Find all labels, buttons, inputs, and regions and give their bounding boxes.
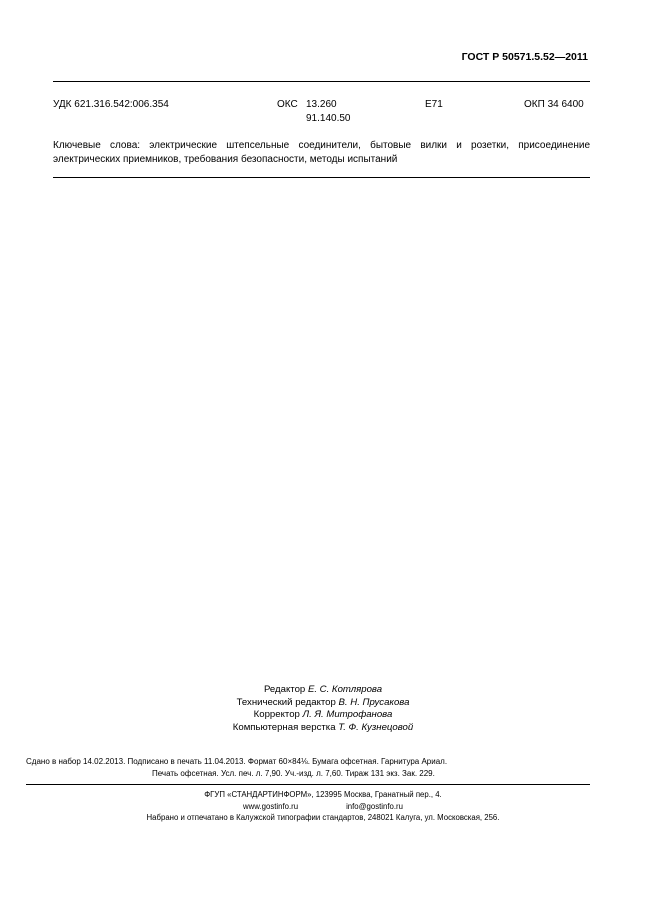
credit-name: В. Н. Прусакова <box>338 696 410 708</box>
credit-name: Е. С. Котлярова <box>307 684 383 695</box>
credit-name: Т. Ф. Кузнецовой <box>338 721 414 733</box>
credit-proofreader <box>0 709 646 722</box>
header-divider <box>53 81 590 82</box>
credit-name: Л. Я. Митрофанова <box>302 709 393 720</box>
publisher-block <box>0 789 646 824</box>
publisher-address: ФГУП «СТАНДАРТИНФОРМ», 123995 Москва, Гранатный пер., 4. <box>204 790 442 799</box>
publisher-contacts <box>0 801 646 813</box>
imprint-divider <box>26 784 590 785</box>
credit-layout <box>0 722 646 735</box>
credit-role: Компьютерная верстка <box>232 721 336 733</box>
credit-role: Редактор <box>263 684 306 695</box>
oks-code-2: 91.140.50 <box>306 113 351 124</box>
group-code: Е71 <box>425 99 443 110</box>
keywords-divider <box>53 177 590 178</box>
printer-info: Набрано и отпечатано в Калужской типографии стандартов, 248021 Калуга, ул. Московская, 256. <box>146 813 500 822</box>
credit-role: Технический редактор <box>236 696 336 708</box>
oks-code-1: 13.260 <box>306 99 337 110</box>
oks-label: ОКС <box>277 99 298 110</box>
imprint-line-2: Печать офсетная. Усл. печ. л. 7,90. Уч.-изд. л. 7,60. Тираж 131 экз. Зак. 229. <box>152 769 435 778</box>
okp-code: ОКП 34 6400 <box>524 99 584 110</box>
credit-tech-editor <box>0 697 646 710</box>
publisher-email: info@gostinfo.ru <box>346 801 403 811</box>
publisher-website: www.gostinfo.ru <box>243 801 299 811</box>
credit-editor <box>0 684 646 697</box>
credits-block <box>0 684 646 734</box>
udk-code: УДК 621.316.542:006.354 <box>53 99 169 110</box>
keywords-text: Ключевые слова: электрические штепсельные соединители, бытовые вилки и розетки, присоединение электрических приемников, требования безопасности, методы испытаний <box>53 140 590 165</box>
credit-role: Корректор <box>253 709 300 720</box>
imprint-line-1: Сдано в набор 14.02.2013. Подписано в печать 11.04.2013. Формат 60×84⅛. Бумага офсетная. Гарнитура Ариал. <box>26 757 448 766</box>
standard-code: ГОСТ Р 50571.5.52—2011 <box>461 51 588 63</box>
